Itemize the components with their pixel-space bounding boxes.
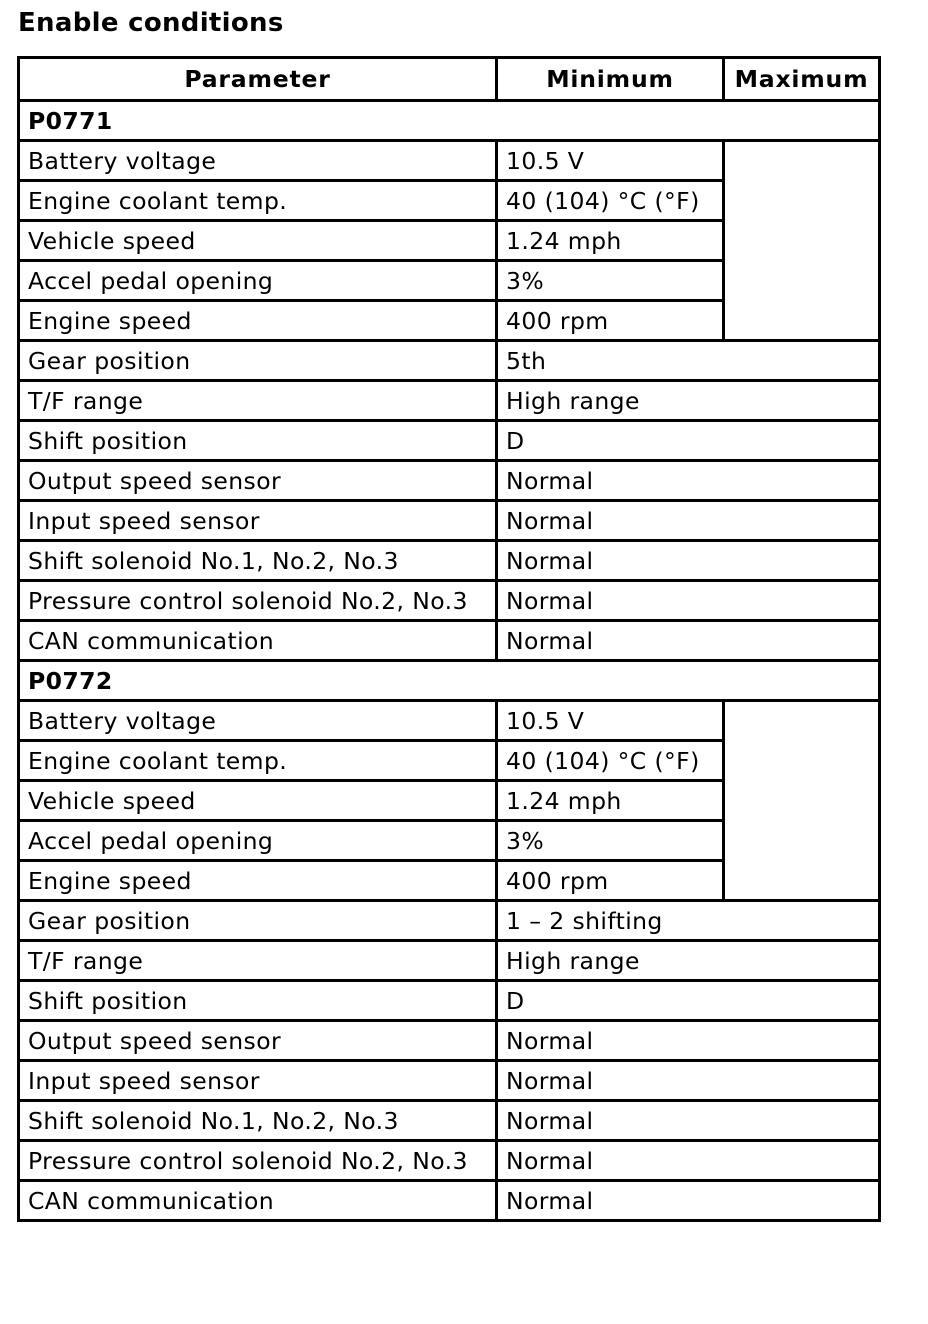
header-parameter: Parameter: [19, 58, 497, 101]
table-row: [19, 701, 880, 741]
page-title: Enable conditions: [18, 8, 284, 38]
value-cell: Normal: [497, 501, 880, 541]
parameter-cell: Shift solenoid No.1, No.2, No.3: [19, 541, 497, 581]
parameter-cell: Accel pedal opening: [19, 261, 497, 301]
minimum-cell: 3%: [497, 821, 724, 861]
value-cell: 1 – 2 shifting: [497, 901, 880, 941]
parameter-cell: T/F range: [19, 381, 497, 421]
value-cell: D: [497, 421, 880, 461]
table-row: [19, 541, 880, 581]
maximum-cell: [724, 141, 880, 341]
minimum-cell: 1.24 mph: [497, 781, 724, 821]
table-row: [19, 941, 880, 981]
table-row: [19, 581, 880, 621]
table-row: [19, 461, 880, 501]
table-row: [19, 1141, 880, 1181]
parameter-cell: Battery voltage: [19, 701, 497, 741]
minimum-cell: 10.5 V: [497, 141, 724, 181]
value-cell: 5th: [497, 341, 880, 381]
minimum-cell: 400 rpm: [497, 861, 724, 901]
minimum-cell: 40 (104) °C (°F): [497, 741, 724, 781]
table-row: [19, 901, 880, 941]
parameter-cell: Output speed sensor: [19, 1021, 497, 1061]
table-row: [19, 981, 880, 1021]
value-cell: Normal: [497, 621, 880, 661]
header-maximum: Maximum: [724, 58, 880, 101]
table-row: [19, 501, 880, 541]
parameter-cell: Shift solenoid No.1, No.2, No.3: [19, 1101, 497, 1141]
parameter-cell: Output speed sensor: [19, 461, 497, 501]
header-minimum: Minimum: [497, 58, 724, 101]
group-code: P0771: [19, 101, 880, 141]
parameter-cell: Gear position: [19, 341, 497, 381]
parameter-cell: Engine coolant temp.: [19, 741, 497, 781]
table-row: [19, 141, 880, 181]
group-code: P0772: [19, 661, 880, 701]
table-header-row: [19, 58, 880, 101]
minimum-cell: 40 (104) °C (°F): [497, 181, 724, 221]
parameter-cell: Battery voltage: [19, 141, 497, 181]
table-row: [19, 341, 880, 381]
parameter-cell: Pressure control solenoid No.2, No.3: [19, 581, 497, 621]
parameter-cell: Engine coolant temp.: [19, 181, 497, 221]
value-cell: High range: [497, 941, 880, 981]
enable-conditions-table: [17, 56, 881, 1222]
value-cell: D: [497, 981, 880, 1021]
table-row: [19, 1181, 880, 1221]
value-cell: Normal: [497, 541, 880, 581]
table-row: [19, 381, 880, 421]
parameter-cell: Engine speed: [19, 861, 497, 901]
group-header-row: [19, 101, 880, 141]
value-cell: Normal: [497, 581, 880, 621]
minimum-cell: 1.24 mph: [497, 221, 724, 261]
minimum-cell: 3%: [497, 261, 724, 301]
parameter-cell: Accel pedal opening: [19, 821, 497, 861]
value-cell: Normal: [497, 1061, 880, 1101]
table-row: [19, 1061, 880, 1101]
minimum-cell: 400 rpm: [497, 301, 724, 341]
group-header-row: [19, 661, 880, 701]
value-cell: High range: [497, 381, 880, 421]
value-cell: Normal: [497, 1141, 880, 1181]
value-cell: Normal: [497, 461, 880, 501]
table-row: [19, 1101, 880, 1141]
parameter-cell: Vehicle speed: [19, 221, 497, 261]
table-row: [19, 421, 880, 461]
parameter-cell: Gear position: [19, 901, 497, 941]
parameter-cell: Shift position: [19, 981, 497, 1021]
parameter-cell: Vehicle speed: [19, 781, 497, 821]
parameter-cell: Input speed sensor: [19, 1061, 497, 1101]
table-row: [19, 621, 880, 661]
parameter-cell: T/F range: [19, 941, 497, 981]
parameter-cell: Input speed sensor: [19, 501, 497, 541]
value-cell: Normal: [497, 1181, 880, 1221]
parameter-cell: CAN communication: [19, 1181, 497, 1221]
value-cell: Normal: [497, 1101, 880, 1141]
parameter-cell: Engine speed: [19, 301, 497, 341]
parameter-cell: Pressure control solenoid No.2, No.3: [19, 1141, 497, 1181]
maximum-cell: [724, 701, 880, 901]
table-row: [19, 1021, 880, 1061]
parameter-cell: CAN communication: [19, 621, 497, 661]
minimum-cell: 10.5 V: [497, 701, 724, 741]
parameter-cell: Shift position: [19, 421, 497, 461]
value-cell: Normal: [497, 1021, 880, 1061]
